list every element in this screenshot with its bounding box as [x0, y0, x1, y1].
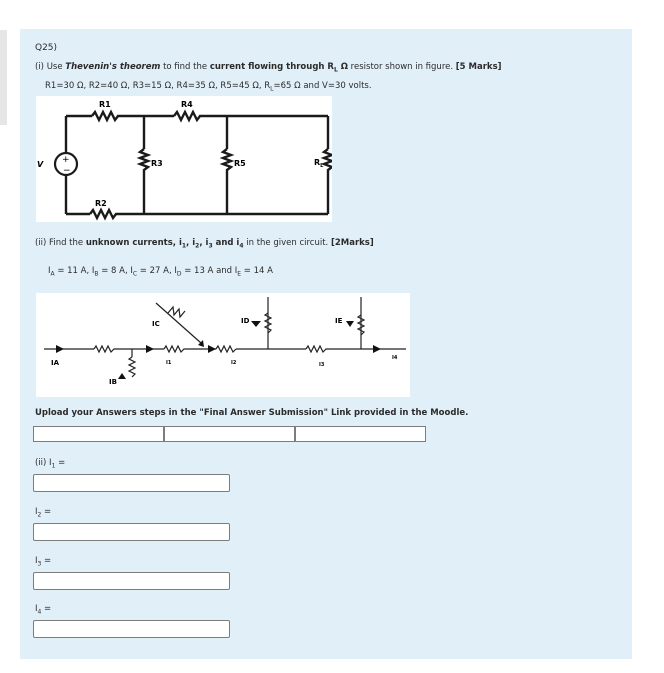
resistor-ib: [129, 357, 135, 377]
label-ic: IC: [152, 320, 160, 328]
label-i2: I2: [231, 360, 237, 366]
given-currents: $I_A = 11$ A, $I_B = 8$ A, $I_C = 27$ A, $I_D = 13$ A and $I_E = 14$ A: [48, 266, 273, 278]
upload-instruction: Upload your Answers steps in the "Final Answer Submission" Link provided in the Moodle.: [35, 408, 469, 418]
label-rl: $R_L$: [314, 158, 324, 169]
arrow-i2-icon: [208, 345, 216, 353]
kcl-circuit-diagram: [36, 293, 410, 397]
label-r5: R5: [234, 159, 246, 168]
label-ia: IA: [51, 359, 60, 367]
label-r1: R1: [99, 100, 111, 109]
answer-input-i1[interactable]: [33, 474, 230, 492]
answer-label-i1: (ii) $I_1$ =: [35, 458, 66, 470]
source-minus: −: [63, 166, 71, 176]
left-scroll-indicator: [0, 30, 7, 125]
label-i3: I3: [319, 362, 325, 368]
label-ie: IE: [335, 317, 343, 325]
answer-label-i3: $I_3$ =: [35, 556, 52, 568]
answer-input-i4[interactable]: [33, 620, 230, 638]
label-i4: I4: [392, 355, 398, 361]
answer-label-i2: $I_2$ =: [35, 507, 52, 519]
answer-input-i2[interactable]: [33, 523, 230, 541]
answer-cell-3[interactable]: [295, 426, 426, 442]
answer-cell-2[interactable]: [164, 426, 295, 442]
r3-resistor: [140, 149, 148, 173]
resistor-b: [164, 346, 186, 352]
label-r2: R2: [95, 199, 107, 208]
label-ib: IB: [109, 378, 117, 386]
r2-resistor: [90, 210, 118, 218]
resistor-d: [306, 346, 328, 352]
label-id: ID: [241, 317, 250, 325]
part1-instruction: (i) Use Thevenin's theorem to find the current flowing through $R_L$ Ω resistor shown in figure. [5 Marks]: [35, 62, 502, 74]
arrow-i1-icon: [146, 345, 154, 353]
answer-cell-1[interactable]: [33, 426, 164, 442]
answer-input-i3[interactable]: [33, 572, 230, 590]
r5-resistor: [223, 149, 231, 173]
source-plus: +: [62, 155, 70, 165]
label-v: V: [37, 160, 44, 169]
resistor-c: [216, 346, 236, 352]
arrow-ia-icon: [56, 345, 64, 353]
thevenin-circuit-diagram: [36, 96, 332, 222]
label-r3: R3: [151, 159, 163, 168]
question-number: Q25): [35, 43, 58, 53]
arrow-id-icon: [251, 321, 261, 327]
arrow-ib-icon: [118, 373, 126, 379]
part1-values: R1=30 Ω, R2=40 Ω, R3=15 Ω, R4=35 Ω, R5=45 Ω, $R_L=65$ Ω and V=30 volts.: [45, 81, 372, 93]
rl-resistor: [324, 149, 332, 173]
r1-resistor: [92, 112, 120, 120]
arrow-ie-icon: [346, 321, 354, 327]
r4-resistor: [174, 112, 202, 120]
answer-label-i4: $I_4$ =: [35, 604, 52, 616]
label-i1: I1: [166, 360, 172, 366]
part2-instruction: (ii) Find the unknown currents, $i_1$, $i_2$, $i_3$ and $i_4$ in the given circuit. [2Marks]: [35, 238, 374, 250]
label-r4: R4: [181, 100, 193, 109]
resistor-a: [94, 346, 116, 352]
arrow-i4-icon: [373, 345, 381, 353]
